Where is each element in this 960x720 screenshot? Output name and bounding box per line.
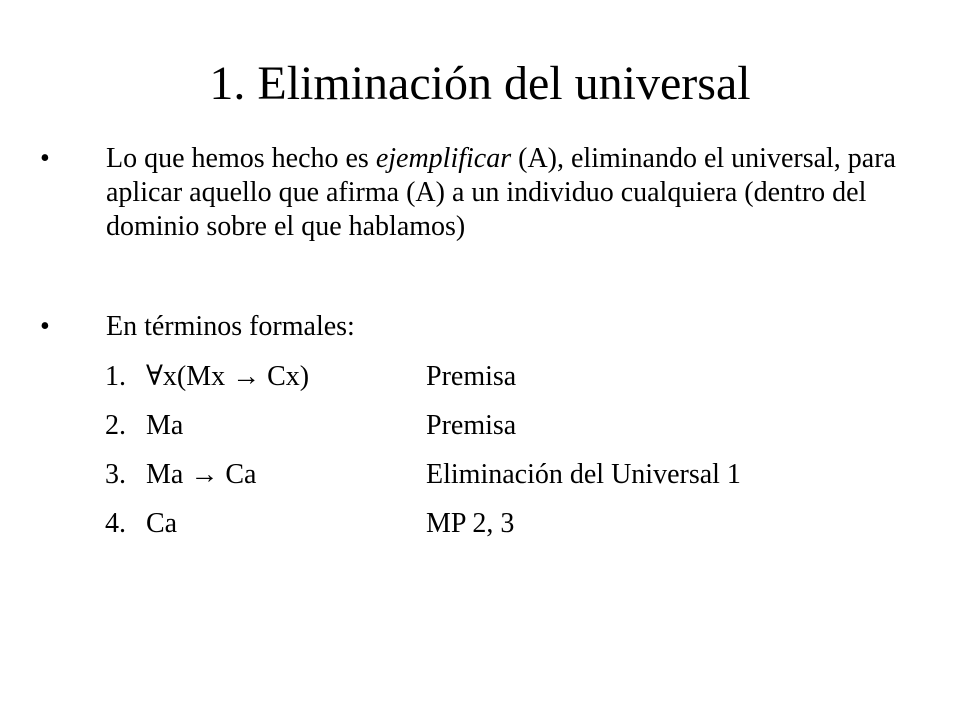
- step-justification: MP 2, 3: [426, 508, 515, 539]
- bullet-text-start: Lo que hemos hecho es: [106, 143, 376, 174]
- step-justification: Premisa: [426, 410, 517, 441]
- step-number: 3.: [105, 459, 126, 490]
- bullet-emphasis: ejemplificar: [375, 143, 512, 174]
- step-formula: Ma → Ca: [146, 459, 257, 490]
- step-number: 2.: [105, 410, 126, 441]
- step-number: 1.: [105, 361, 126, 392]
- step-justification: Eliminación del Universal 1: [426, 459, 741, 490]
- step-formula: ∀x(Mx → Cx): [146, 361, 310, 392]
- bullet-marker: •: [40, 143, 50, 174]
- step-justification: Premisa: [426, 361, 517, 392]
- proof-step: [88, 360, 908, 400]
- proof-step: [88, 458, 908, 498]
- step-formula: Ma: [146, 410, 184, 441]
- step-number: 4.: [105, 508, 126, 539]
- proof-step: [88, 507, 908, 547]
- step-formula: Ca: [146, 508, 178, 539]
- bullet-text-end: (A), eliminando el universal, para aplicar aquello que afirma (A) a un individuo cualquiera (dentro del dominio sobre el que hablamos): [106, 143, 896, 242]
- bullet-paragraph: En términos formales:: [106, 311, 355, 342]
- proof-step: [88, 409, 908, 449]
- bullet-marker: •: [40, 311, 50, 342]
- bullet-paragraph: [106, 142, 906, 244]
- slide-title: 1. Eliminación del universal: [209, 57, 751, 110]
